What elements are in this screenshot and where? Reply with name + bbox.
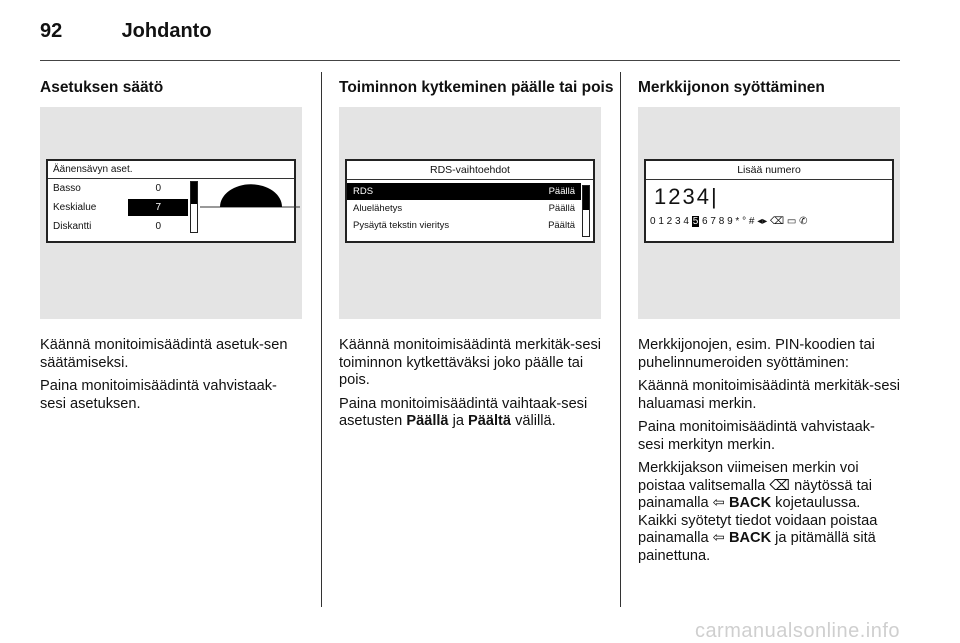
- screen-title: Äänensävyn aset.: [48, 161, 294, 179]
- tone-settings-screen: [46, 159, 296, 243]
- chapter-title: Johdanto: [121, 20, 212, 42]
- display-illustration: [40, 107, 302, 319]
- back-icon: ⇦: [712, 530, 725, 546]
- menu-row[interactable]: Pysäytä tekstin vieritys Päältä: [353, 220, 575, 231]
- section-adjust-setting: [40, 68, 302, 419]
- menu-row[interactable]: Diskantti 0: [53, 221, 161, 232]
- display-illustration: [339, 107, 601, 319]
- section-heading: Merkkijonon syöttäminen: [638, 79, 825, 96]
- back-icon: ⇦: [712, 495, 725, 511]
- add-number-screen: [644, 159, 894, 243]
- selected-character[interactable]: 5: [692, 216, 699, 227]
- delete-icon: ⌫: [769, 477, 791, 494]
- page-number: 92: [40, 20, 63, 42]
- scrollbar[interactable]: [582, 185, 590, 237]
- screen-title: Lisää numero: [646, 161, 892, 180]
- level-bar: [190, 181, 198, 233]
- menu-row[interactable]: Aluelähetys Päällä: [353, 203, 575, 214]
- character-row[interactable]: 0 1 2 3 4 5 6 7 8 9 * ° # ◂▸ ⌫ ▭ ✆: [650, 216, 808, 227]
- section-heading: Asetuksen säätö: [40, 79, 164, 96]
- column-divider: [620, 72, 621, 607]
- page-header: [40, 20, 212, 43]
- section-enter-string: [638, 68, 900, 571]
- section-body: Käännä monitoimisäädintä merkitäk-sesi toiminnon kytkettäväksi joko päälle tai pois. Paina monitoimisäädintä vaihtaak-sesi asetusten Päällä ja Päältä välillä.: [339, 337, 601, 429]
- menu-row-selected[interactable]: Keskialue 7: [48, 198, 188, 217]
- menu-row-selected[interactable]: RDS Päällä: [347, 183, 581, 200]
- menu-row[interactable]: Basso 0: [53, 183, 161, 194]
- section-toggle-function: [339, 68, 614, 437]
- section-body: Merkkijonojen, esim. PIN-koodien tai puhelinnumeroiden syöttäminen: Käännä monitoimisäädintä merkitäk-sesi haluamasi merkin. Paina monitoimisäädintä vahvistaak-sesi merkityn merkin. Merkkijakson viimeisen merkin voi poistaa valitsemalla ⌫ näytössä tai painamalla ⇦ BACK kojetaulussa. Kaikki syötetyt tiedot voidaan poistaa painamalla ⇦ BACK ja pitämällä sitä painettuna.: [638, 337, 900, 564]
- number-input[interactable]: 1234|: [654, 184, 719, 209]
- column-divider: [321, 72, 322, 607]
- level-dial: [188, 179, 294, 236]
- rds-options-screen: [345, 159, 595, 243]
- header-rule: [40, 60, 900, 61]
- display-illustration: [638, 107, 900, 319]
- section-heading: Toiminnon kytkeminen päälle tai pois: [339, 79, 614, 96]
- section-body: Käännä monitoimisäädintä asetuk-sen säätämiseksi. Paina monitoimisäädintä vahvistaak-sesi asetuksen.: [40, 337, 288, 412]
- dial-arc-icon: [200, 179, 300, 239]
- screen-title: RDS-vaihtoehdot: [347, 161, 593, 180]
- watermark: carmanualsonline.info: [694, 620, 900, 642]
